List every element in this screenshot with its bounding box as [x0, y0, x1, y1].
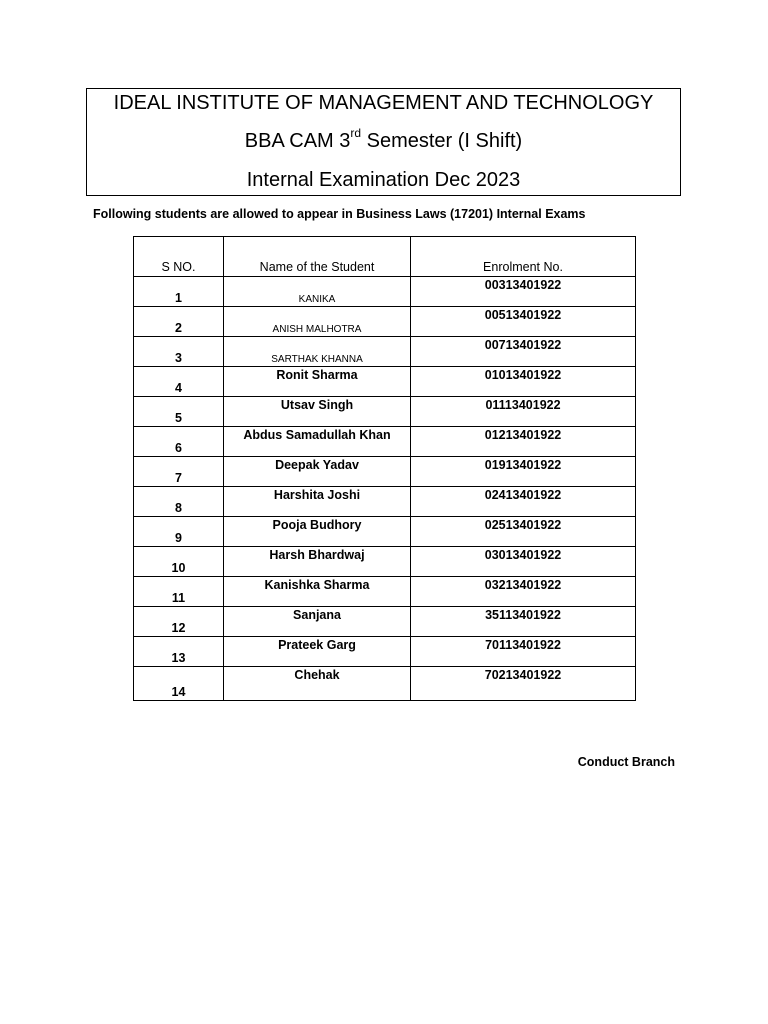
- enrolment-cell: [411, 607, 636, 637]
- sno-value: 10: [171, 561, 186, 575]
- column-header-enrolment: Enrolment No.: [411, 237, 636, 277]
- table-row: [134, 337, 636, 367]
- sno-cell: [134, 577, 224, 607]
- sno-cell: [134, 277, 224, 307]
- enrolment-number: 35113401922: [485, 608, 561, 622]
- enrolment-number: 70213401922: [484, 668, 562, 682]
- sno-cell: [134, 367, 224, 397]
- enrolment-number: 00513401922: [484, 308, 562, 322]
- table-row: [134, 367, 636, 397]
- sno-value: 5: [175, 411, 182, 425]
- sno-cell: [134, 667, 224, 701]
- student-name: KANIKA: [298, 294, 336, 305]
- table-row: [134, 577, 636, 607]
- table-header-row: [134, 237, 636, 277]
- enrolment-number: 00313401922: [484, 278, 562, 292]
- name-cell: [224, 427, 411, 457]
- enrolment-cell: [411, 667, 636, 701]
- institute-name: IDEAL INSTITUTE OF MANAGEMENT AND TECHNOLOGY: [113, 92, 654, 114]
- sno-cell: [134, 637, 224, 667]
- sno-cell: [134, 607, 224, 637]
- table-row: [134, 397, 636, 427]
- enrolment-cell: [411, 487, 636, 517]
- enrolment-number: 03013401922: [484, 548, 562, 562]
- column-header-name: Name of the Student: [224, 237, 411, 277]
- sno-value: 1: [175, 291, 182, 305]
- table-row: [134, 487, 636, 517]
- table-row: [134, 277, 636, 307]
- name-cell: [224, 277, 411, 307]
- enrolment-cell: [411, 307, 636, 337]
- enrolment-number: 01213401922: [484, 428, 562, 442]
- sno-value: 7: [175, 471, 182, 485]
- enrolment-number: 01913401922: [484, 458, 562, 472]
- table-row: [134, 547, 636, 577]
- name-cell: [224, 457, 411, 487]
- sno-value: 4: [175, 381, 182, 395]
- enrolment-number: 01013401922: [484, 368, 562, 382]
- student-name: Chehak: [294, 668, 340, 682]
- signatory: Conduct Branch: [577, 755, 675, 769]
- sno-cell: [134, 517, 224, 547]
- enrolment-cell: [411, 277, 636, 307]
- program-line: [87, 126, 680, 153]
- enrolment-number: 02513401922: [484, 518, 562, 532]
- students-table: [133, 236, 636, 701]
- enrolment-cell: [411, 367, 636, 397]
- sno-cell: [134, 487, 224, 517]
- name-cell: [224, 487, 411, 517]
- student-name: Harshita Joshi: [273, 488, 361, 502]
- enrolment-cell: [411, 577, 636, 607]
- exam-title: Internal Examination Dec 2023: [246, 169, 521, 191]
- sno-value: 2: [175, 321, 182, 335]
- name-cell: [224, 307, 411, 337]
- name-cell: [224, 337, 411, 367]
- sno-value: 8: [175, 501, 182, 515]
- table-row: [134, 667, 636, 701]
- document-header: [86, 88, 681, 196]
- sno-value: 3: [175, 351, 182, 365]
- student-name: Utsav Singh: [280, 398, 354, 412]
- student-name: Abdus Samadullah Khan: [243, 428, 391, 442]
- enrolment-cell: [411, 517, 636, 547]
- name-cell: [224, 517, 411, 547]
- student-name: Prateek Garg: [278, 638, 356, 652]
- sno-cell: [134, 457, 224, 487]
- name-cell: [224, 637, 411, 667]
- sno-cell: [134, 427, 224, 457]
- name-cell: [224, 367, 411, 397]
- enrolment-cell: [411, 637, 636, 667]
- name-cell: [224, 397, 411, 427]
- enrolment-cell: [411, 397, 636, 427]
- sno-value: 6: [175, 441, 182, 455]
- table-row: [134, 457, 636, 487]
- enrolment-number: 03213401922: [484, 578, 562, 592]
- sno-value: 11: [171, 591, 186, 605]
- name-cell: [224, 667, 411, 701]
- enrolment-cell: [411, 547, 636, 577]
- sno-cell: [134, 397, 224, 427]
- enrolment-number: 00713401922: [484, 338, 562, 352]
- eligibility-notice: Following students are allowed to appear in Business Laws (17201) Internal Exams: [93, 207, 586, 221]
- enrolment-cell: [411, 427, 636, 457]
- student-name: SARTHAK KHANNA: [271, 354, 363, 365]
- table-row: [134, 427, 636, 457]
- program-prefix: BBA CAM 3: [244, 130, 351, 152]
- enrolment-cell: [411, 457, 636, 487]
- table-row: [134, 517, 636, 547]
- table-row: [134, 637, 636, 667]
- enrolment-number: 01113401922: [485, 398, 561, 412]
- student-name: ANISH MALHOTRA: [272, 324, 362, 335]
- sno-value: 12: [171, 621, 186, 635]
- sno-value: 14: [171, 685, 186, 699]
- student-name: Pooja Budhory: [272, 518, 362, 532]
- name-cell: [224, 577, 411, 607]
- enrolment-number: 70113401922: [485, 638, 561, 652]
- sno-value: 9: [175, 531, 182, 545]
- column-header-sno: S NO.: [134, 237, 224, 277]
- sno-value: 13: [171, 651, 186, 665]
- student-name: Deepak Yadav: [275, 458, 359, 472]
- name-cell: [224, 547, 411, 577]
- sno-cell: [134, 307, 224, 337]
- student-name: Kanishka Sharma: [264, 578, 370, 592]
- sno-cell: [134, 337, 224, 367]
- student-name: Harsh Bhardwaj: [269, 548, 365, 562]
- sno-cell: [134, 547, 224, 577]
- name-cell: [224, 607, 411, 637]
- student-name: Ronit Sharma: [276, 368, 358, 382]
- enrolment-cell: [411, 337, 636, 367]
- program-superscript: rd: [350, 126, 362, 141]
- student-name: Sanjana: [293, 608, 341, 622]
- program-suffix: Semester (I Shift): [361, 130, 523, 152]
- enrolment-number: 02413401922: [484, 488, 562, 502]
- table-row: [134, 307, 636, 337]
- table-row: [134, 607, 636, 637]
